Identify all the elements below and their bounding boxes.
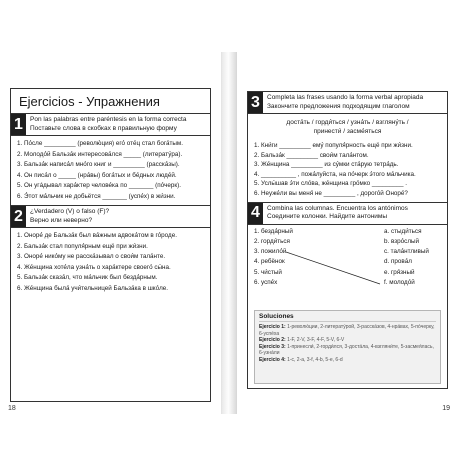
instruction-ru: Верно или неверно? [30, 216, 93, 224]
book-spine [222, 52, 236, 414]
page-number-right: 19 [442, 405, 450, 412]
list-item: 1. Кни́ги _________ ему́ популя́рность ещё при жи́зни. [254, 142, 413, 149]
solution-label: Ejercicio 4: [259, 356, 286, 363]
list-item: 2. Бальза́к стал популя́рным ещё при жи́зни. [17, 242, 148, 250]
exercise-2-items [11, 228, 210, 297]
list-item: 3. Оноре́ нико́му не расска́зывал о свои́м тала́нте. [17, 253, 166, 260]
list-item: 5. Услы́шав э́ти сло́ва, же́нщина гро́мко _________ . [254, 180, 407, 188]
column-a-item: 2. горди́ться [254, 237, 290, 245]
solution-line [259, 337, 436, 344]
solution-text: 1-F, 2-V, 3-F, 4-F, 5-V, 6-V [287, 337, 345, 344]
exercise-4-number: 4 [248, 203, 263, 224]
column-a-item: 1. безда́рный [254, 227, 293, 235]
column-b-item: d. прова́л [384, 258, 412, 266]
list-item: 4. Же́нщина хоте́ла узна́ть о хара́ктере своего́ сы́на. [17, 263, 171, 271]
column-b-item: a. стыди́ться [384, 227, 422, 235]
column-a-item: 6. успе́х [254, 279, 278, 287]
list-item: 4. Он писа́л о _____ (нра́вы) бога́тых и бе́дных люде́й. [17, 171, 177, 179]
solution-text: 1-c, 2-a, 3-f, 4-b, 5-e, 6-d [287, 356, 343, 363]
exercise-3-instruction [263, 92, 427, 113]
right-page [236, 52, 458, 414]
exercise-frame-left [10, 88, 211, 402]
exercise-3-header [248, 92, 447, 114]
list-item: 6. Э́тот ма́льчик не добьётся _______ (успе́х) в жи́зни. [17, 192, 176, 200]
list-item: 3. Бальза́к написа́л мно́го книг и _________ (расска́зы). [17, 161, 180, 168]
word-bank-line: доста́ть / горди́ться / узна́ть / взгляну́ть / [286, 119, 409, 126]
instruction-es: Completa las frases usando la forma verbal apropiada [267, 94, 424, 101]
exercise-1-instruction [26, 114, 190, 135]
column-b-item: e. гря́зный [384, 268, 415, 276]
solution-text: 1-принесли́, 2-горди́лся, 3-доста́ла, 4-взгляни́те, 5-засмея́лась, 6-узна́ли [259, 343, 434, 357]
solution-line [259, 357, 436, 364]
left-page [0, 52, 222, 414]
exercise-4-instruction [263, 203, 412, 224]
list-item: 1. По́сле _________ (револю́ция) его́ оте́ц стал бога́тым. [17, 140, 183, 147]
exercise-4-header [248, 202, 447, 225]
page-title: Ejercicios - Упражнения [11, 89, 210, 114]
list-item: 4. __________ , пожа́луйста, на по́черк э́того ма́льчика. [254, 170, 416, 178]
column-a-item: 3. пожило́й [254, 248, 287, 256]
solutions-box [254, 310, 441, 384]
background [0, 0, 465, 52]
solution-text: 1-револю́ции, 2-литерату́рой, 3-расска́зов, 4-нра́вах, 5-по́черку, 6-успе́ха [259, 324, 435, 337]
solution-line [259, 344, 436, 357]
exercise-2-header [11, 205, 210, 228]
column-b-item: f. молодо́й [384, 279, 415, 287]
column-b-item: c. тала́нтливый [384, 248, 429, 256]
matching-line [248, 227, 448, 293]
solution-label: Ejercicio 1: [259, 324, 286, 330]
exercise-2-instruction [26, 206, 113, 227]
page-number-left: 18 [8, 405, 16, 412]
list-item: 2. Бальза́к _________ свои́м тала́нтом. [254, 151, 369, 159]
instruction-ru: Соедините колонки. Найдите антонимы [267, 213, 388, 221]
list-item: 6. Неуже́ли вы меня́ не _________ , дорого́й Оноре́? [254, 189, 408, 197]
word-bank [248, 114, 447, 138]
instruction-es: Pon las palabras entre paréntesis en la forma correcta [30, 116, 187, 123]
solution-line [259, 324, 436, 337]
word-bank-line: принести́ / засме́яться [313, 128, 382, 135]
matching-columns [248, 227, 447, 293]
column-a-item: 5. чи́стый [254, 268, 282, 276]
solution-label: Ejercicio 3: [259, 343, 286, 350]
instruction-es: ¿Verdadero (V) o falso (F)? [30, 208, 110, 215]
exercise-1-number: 1 [11, 114, 26, 135]
list-item: 5. Он угáдывал хара́ктер челове́ка по _______ (по́черк). [17, 182, 182, 189]
exercise-2-number: 2 [11, 206, 26, 227]
instruction-ru: Поставьте слова в скобках в правильную форму [30, 124, 177, 132]
list-item: 6. Же́нщина была́ учи́тельницей Бальза́ка в шко́ле. [17, 284, 169, 292]
exercise-1-items [11, 136, 210, 205]
list-item: 2. Молодо́й Бальза́к интересова́лся _____ (литерату́ра). [17, 150, 183, 158]
list-item: 1. Оноре́ де Бальза́к был ва́жным адвока́том в го́роде. [17, 232, 177, 239]
solution-label: Ejercicio 2: [259, 337, 286, 344]
solutions-title: Soluciones [259, 313, 436, 322]
list-item: 5. Бальза́к сказа́л, что ма́льчик был безда́рным. [17, 274, 158, 281]
column-a-item: 4. ребёнок [254, 258, 285, 266]
exercise-3-items [248, 138, 447, 202]
exercise-3-number: 3 [248, 92, 263, 113]
exercise-frame-right [247, 91, 448, 389]
instruction-es: Combina las columnas. Encuentra los antónimos [267, 204, 408, 212]
list-item: 3. Же́нщина _________ из су́мки ста́рую тетра́дь. [254, 161, 399, 169]
column-b-item: b. взро́слый [384, 237, 420, 245]
exercise-1-header [11, 114, 210, 136]
instruction-ru: Закончите предложения подходящим глаголом [267, 102, 410, 110]
